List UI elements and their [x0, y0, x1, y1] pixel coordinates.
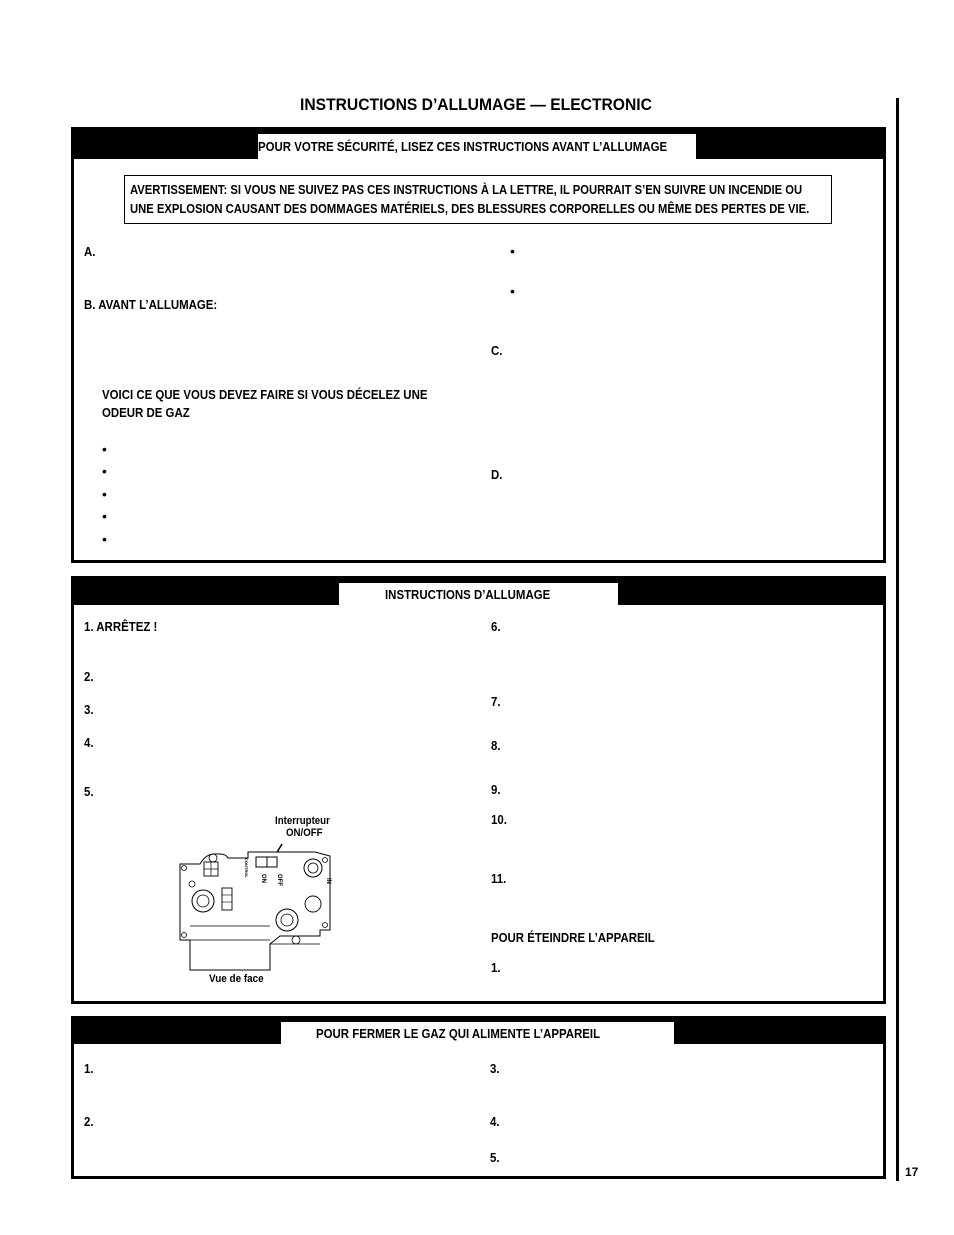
label-b: B. AVANT L’ALLUMAGE:	[84, 297, 218, 312]
shutdown-title: POUR ÉTEINDRE L’APPAREIL	[491, 930, 655, 945]
warning-line-1: AVERTISSEMENT: SI VOUS NE SUIVEZ PAS CES INSTRUCTIONS À LA LETTRE, IL POURRAIT S’EN SUIVRE UN INCENDIE OU	[130, 183, 803, 197]
gas-off-header-text: POUR FERMER LE GAZ QUI ALIMENTE L’APPAREIL	[316, 1026, 601, 1041]
lighting-step-10: 10.	[491, 812, 507, 827]
lighting-step-8: 8.	[491, 738, 501, 753]
label-c: C.	[491, 343, 503, 358]
safety-header-text: POUR VOTRE SÉCURITÉ, LISEZ CES INSTRUCTIONS AVANT L’ALLUMAGE	[258, 139, 668, 154]
gas-odor-line-2: ODEUR DE GAZ	[102, 405, 190, 420]
valve-off-label: OFF	[276, 874, 282, 886]
bullet-icon: •	[102, 508, 107, 524]
lighting-step-11: 11.	[491, 871, 507, 886]
gas-off-header	[281, 1022, 674, 1046]
lighting-step-6: 6.	[491, 619, 501, 634]
gas-odor-line-1: VOICI CE QUE VOUS DEVEZ FAIRE SI VOUS DÉCELEZ UNE	[102, 387, 428, 402]
page-title: INSTRUCTIONS D’ALLUMAGE — ELECTRONIC	[300, 95, 652, 114]
lighting-step-1: 1. ARRÊTEZ !	[84, 619, 158, 634]
switch-label-line-1: Interrupteur	[275, 815, 330, 827]
gas-off-step-5: 5.	[490, 1150, 500, 1165]
bullet-icon: •	[102, 463, 107, 479]
valve-control-label: CONTROL	[244, 858, 249, 878]
gas-off-step-3: 3.	[490, 1061, 500, 1076]
safety-header	[258, 134, 696, 159]
valve-in-label: IN	[325, 878, 331, 884]
bullet-icon: •	[510, 283, 515, 299]
view-label: Vue de face	[209, 973, 264, 985]
bullet-icon: •	[102, 441, 107, 457]
page-margin-rule	[896, 98, 899, 1181]
lighting-header	[339, 583, 618, 607]
lighting-step-4: 4.	[84, 735, 94, 750]
warning-line-2: UNE EXPLOSION CAUSANT DES DOMMAGES MATÉRIELS, DES BLESSURES CORPORELLES OU MÊME DES PERTES DE VIE.	[130, 202, 810, 216]
valve-on-label: ON	[260, 874, 266, 883]
switch-label-line-2: ON/OFF	[286, 827, 323, 839]
label-a: A.	[84, 244, 96, 259]
gas-off-panel	[71, 1016, 886, 1179]
lighting-header-text: INSTRUCTIONS D’ALLUMAGE	[384, 587, 550, 602]
warning-box	[124, 175, 832, 224]
lighting-step-3: 3.	[84, 702, 94, 717]
label-d: D.	[491, 467, 503, 482]
bullet-icon: •	[102, 531, 107, 547]
page-number: 17	[905, 1165, 919, 1179]
lighting-step-5: 5.	[84, 784, 94, 799]
bullet-icon: •	[510, 243, 515, 259]
lighting-step-2: 2.	[84, 669, 94, 684]
gas-off-step-4: 4.	[490, 1114, 500, 1129]
lighting-step-7: 7.	[491, 694, 501, 709]
gas-off-step-2: 2.	[84, 1114, 94, 1129]
lighting-step-9: 9.	[491, 782, 501, 797]
safety-panel	[71, 127, 886, 563]
gas-off-step-1: 1.	[84, 1061, 94, 1076]
bullet-icon: •	[102, 486, 107, 502]
shutdown-step-1: 1.	[491, 960, 501, 975]
